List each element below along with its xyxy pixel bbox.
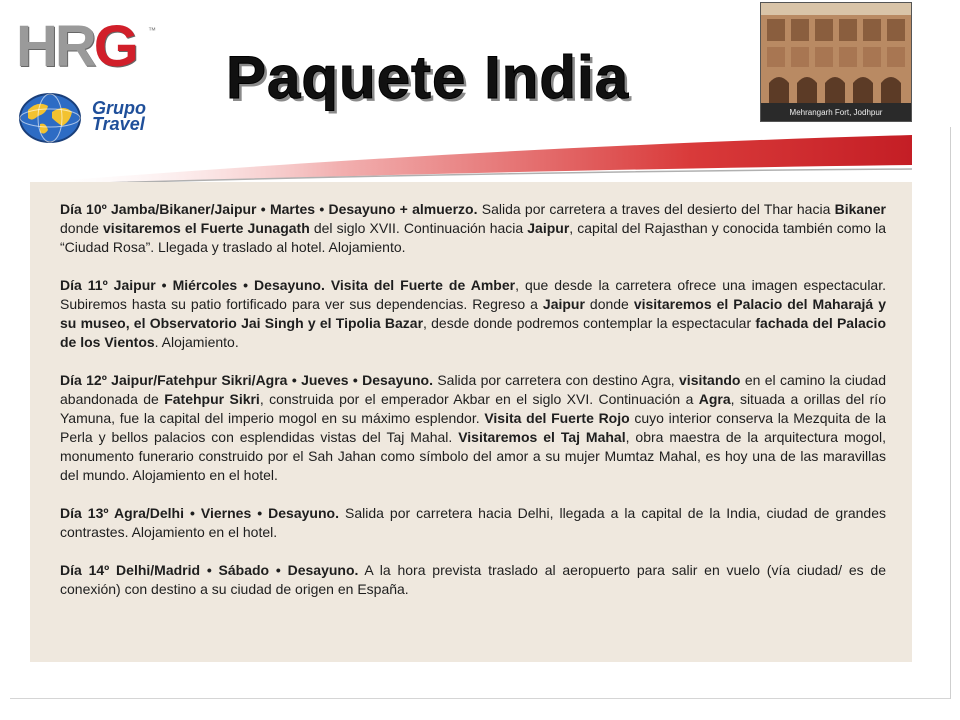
- mehrangarh-fort-photo: [760, 2, 912, 122]
- page-title: Paquete India: [226, 44, 630, 111]
- day-heading: Día 12º Jaipur/Fatehpur Sikri/Agra • Jueves • Desayuno.: [60, 372, 433, 388]
- day-heading: Día 11º Jaipur • Miércoles • Desayuno.: [60, 277, 325, 293]
- bottom-divider: [10, 698, 950, 699]
- body-text: Salida por carretera con destino Agra,: [432, 372, 680, 388]
- highlight-text: Agra: [698, 391, 731, 407]
- body-text: , que desde la carretera ofrece una imagen espectacular. Subiremos hasta su patio fortificado para ver sus dependencias. Regreso a: [60, 277, 886, 312]
- highlight-text: Visita del Fuerte Rojo: [484, 410, 630, 426]
- body-text: , obra maestra de la arquitectura mogol, monumento funerario construido por el Sah Jahan como símbolo del amor a su mujer Mumtaz Mahal, es hoy una de las maravillas del mundo. Alojamiento en el hotel.: [60, 429, 886, 483]
- body-text: , desde donde podremos contemplar la espectacular: [423, 315, 756, 331]
- trademark-mark: ™: [148, 26, 156, 35]
- body-text: A la hora prevista traslado al aeropuerto para salir en vuelo (vía ciudad/ es de conexión) con destino a su ciudad de origen en España.: [60, 562, 886, 597]
- body-text: cuyo interior conserva la Mezquita de la Perla y bellos palacios con esplendidas vistas del Taj Mahal.: [60, 410, 887, 445]
- highlight-text: visitando: [679, 372, 741, 388]
- day-heading: Día 14º Delhi/Madrid • Sábado • Desayuno.: [60, 562, 359, 578]
- grupo-travel-logo: Grupo Travel: [92, 98, 146, 134]
- highlight-text: Visita del Fuerte de Amber: [324, 277, 516, 293]
- hrg-logo: HRG: [16, 14, 136, 79]
- body-text: donde: [60, 220, 104, 236]
- highlight-text: Jaipur: [542, 296, 585, 312]
- day-heading: Día 13º Agra/Delhi • Viernes • Desayuno.: [60, 505, 339, 521]
- highlight-text: Bikaner: [834, 201, 886, 217]
- right-divider: [950, 127, 951, 699]
- highlight-text: fachada del Palacio de los Vientos: [60, 315, 886, 350]
- body-text: del siglo XVII. Continuación hacia: [309, 220, 528, 236]
- day-paragraph: [60, 276, 886, 352]
- highlight-text: visitaremos el Fuerte Junagath: [103, 220, 310, 236]
- body-text: Salida por carretera a traves del desierto del Thar hacia: [477, 201, 835, 217]
- body-text: , construida por el emperador Akbar en el siglo XVI. Continuación a: [259, 391, 699, 407]
- body-text: donde: [584, 296, 634, 312]
- day-heading: Día 10º Jamba/Bikaner/Jaipur • Martes • Desayuno + almuerzo.: [60, 201, 478, 217]
- body-text: , situada a orillas del río Yamuna, fue la capital del imperio mogol en su máximo esplendor.: [60, 391, 886, 426]
- photo-caption: Mehrangarh Fort, Jodhpur: [789, 108, 883, 117]
- itinerary-text: [60, 200, 886, 618]
- body-text: en el camino la ciudad abandonada de: [60, 372, 886, 407]
- highlight-text: visitaremos el Palacio del Maharajá y su museo, el Observatorio Jai Singh y el Tipolia Bazar: [60, 296, 886, 331]
- red-swoosh-banner: [0, 125, 960, 185]
- highlight-text: Jaipur: [527, 220, 570, 236]
- highlight-text: Fatehpur Sikri: [164, 391, 260, 407]
- body-text: , capital del Rajasthan y conocida también como la “Ciudad Rosa”. Llegada y traslado al hotel. Alojamiento.: [60, 220, 886, 255]
- body-text: . Alojamiento.: [154, 334, 239, 350]
- day-paragraph: [60, 200, 886, 257]
- day-paragraph: [60, 504, 886, 542]
- body-text: Salida por carretera hacia Delhi, llegada a la capital de la India, ciudad de grandes contrastes. Alojamiento en el hotel.: [60, 505, 886, 540]
- day-paragraph: [60, 561, 886, 599]
- day-paragraph: [60, 371, 886, 485]
- highlight-text: Visitaremos el Taj Mahal: [458, 429, 626, 445]
